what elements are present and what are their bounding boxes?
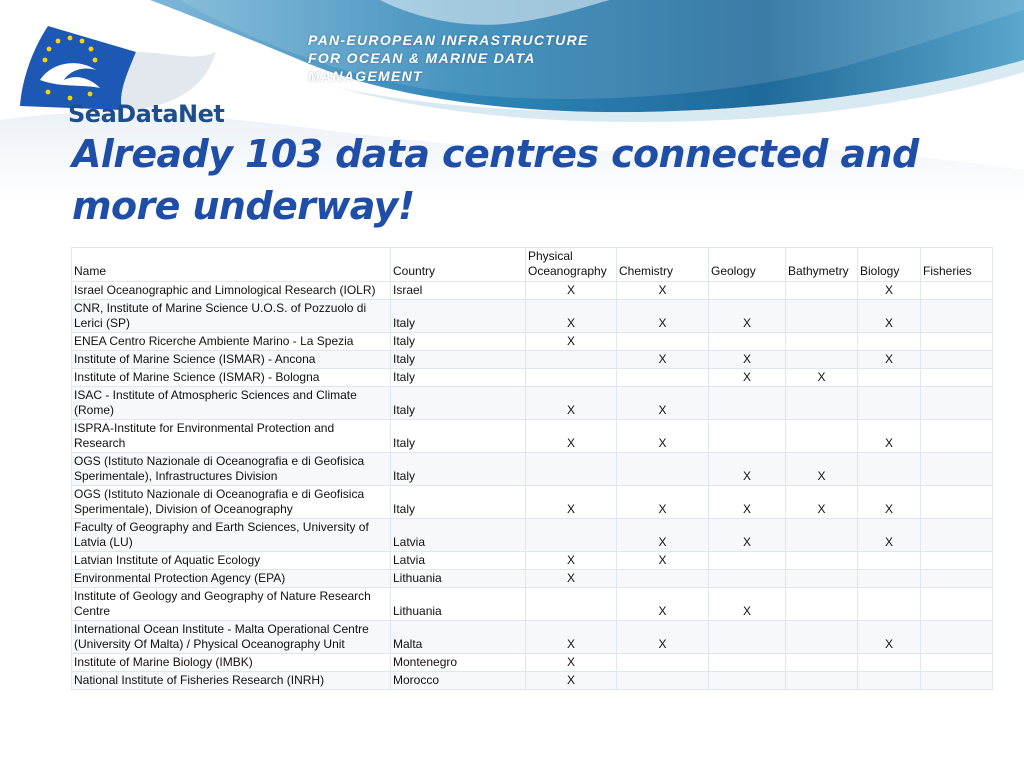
cell-country: Latvia [391, 519, 526, 552]
cell-discipline: X [617, 486, 709, 519]
cell-discipline: X [526, 621, 617, 654]
cell-discipline [921, 621, 993, 654]
cell-discipline [921, 300, 993, 333]
cell-country: Italy [391, 387, 526, 420]
cell-discipline: X [526, 552, 617, 570]
cell-discipline [709, 570, 786, 588]
cell-discipline: X [709, 300, 786, 333]
table-header-row [72, 248, 993, 282]
cell-discipline [526, 453, 617, 486]
cell-discipline [858, 552, 921, 570]
column-header: Name [72, 248, 391, 282]
table-row [72, 420, 993, 453]
cell-discipline [858, 672, 921, 690]
cell-discipline [921, 282, 993, 300]
cell-discipline [786, 654, 858, 672]
cell-discipline [709, 672, 786, 690]
cell-discipline [617, 333, 709, 351]
cell-discipline [786, 351, 858, 369]
cell-discipline: X [526, 570, 617, 588]
cell-discipline: X [526, 333, 617, 351]
table-row [72, 300, 993, 333]
tagline-line-1: PAN-EUROPEAN INFRASTRUCTURE [308, 32, 589, 48]
table-row [72, 570, 993, 588]
cell-discipline [921, 519, 993, 552]
cell-discipline [786, 282, 858, 300]
cell-discipline [921, 351, 993, 369]
cell-discipline: X [858, 351, 921, 369]
cell-discipline: X [858, 420, 921, 453]
cell-discipline [709, 654, 786, 672]
cell-discipline [921, 654, 993, 672]
tagline [308, 31, 589, 85]
cell-discipline: X [709, 486, 786, 519]
cell-discipline: X [709, 453, 786, 486]
cell-discipline: X [709, 369, 786, 387]
cell-discipline [858, 654, 921, 672]
cell-discipline [786, 387, 858, 420]
cell-discipline [786, 420, 858, 453]
table-row [72, 333, 993, 351]
cell-discipline [526, 519, 617, 552]
cell-country: Latvia [391, 552, 526, 570]
table-row [72, 369, 993, 387]
column-header: Geology [709, 248, 786, 282]
cell-discipline: X [526, 282, 617, 300]
cell-name: Latvian Institute of Aquatic Ecology [72, 552, 391, 570]
cell-country: Montenegro [391, 654, 526, 672]
cell-discipline: X [786, 453, 858, 486]
cell-name: Institute of Marine Science (ISMAR) - Ancona [72, 351, 391, 369]
slide-title: Already 103 data centres connected and more underway! [72, 132, 919, 228]
cell-country: Italy [391, 453, 526, 486]
cell-discipline: X [526, 672, 617, 690]
cell-country: Israel [391, 282, 526, 300]
cell-discipline: X [617, 387, 709, 420]
cell-discipline [921, 369, 993, 387]
table-row [72, 672, 993, 690]
cell-discipline [921, 570, 993, 588]
cell-discipline [786, 333, 858, 351]
cell-discipline: X [526, 654, 617, 672]
cell-discipline [858, 369, 921, 387]
cell-country: Italy [391, 351, 526, 369]
cell-discipline [526, 351, 617, 369]
table-row [72, 453, 993, 486]
cell-discipline: X [858, 282, 921, 300]
cell-country: Italy [391, 333, 526, 351]
cell-discipline [921, 333, 993, 351]
cell-country: Malta [391, 621, 526, 654]
cell-discipline [617, 453, 709, 486]
cell-country: Italy [391, 486, 526, 519]
cell-discipline [921, 420, 993, 453]
cell-discipline [709, 333, 786, 351]
brand-name: SeaDataNet [68, 100, 225, 128]
cell-discipline: X [617, 588, 709, 621]
cell-name: International Ocean Institute - Malta Operational Centre (University Of Malta) / Physical Oceanography Unit [72, 621, 391, 654]
cell-discipline [617, 570, 709, 588]
cell-discipline [858, 570, 921, 588]
table-row [72, 621, 993, 654]
cell-country: Morocco [391, 672, 526, 690]
cell-discipline [858, 387, 921, 420]
cell-discipline [617, 654, 709, 672]
cell-discipline: X [617, 282, 709, 300]
tagline-line-2: FOR OCEAN & MARINE DATA [308, 50, 536, 66]
cell-name: Institute of Marine Biology (IMBK) [72, 654, 391, 672]
table-row [72, 282, 993, 300]
table-row [72, 552, 993, 570]
column-header: Fisheries [921, 248, 993, 282]
cell-name: Environmental Protection Agency (EPA) [72, 570, 391, 588]
cell-name: ISPRA-Institute for Environmental Protection and Research [72, 420, 391, 453]
cell-discipline [617, 369, 709, 387]
table-row [72, 486, 993, 519]
cell-name: ENEA Centro Ricerche Ambiente Marino - La Spezia [72, 333, 391, 351]
cell-discipline [921, 486, 993, 519]
cell-discipline: X [709, 519, 786, 552]
cell-discipline [709, 282, 786, 300]
cell-discipline [786, 570, 858, 588]
cell-name: Institute of Marine Science (ISMAR) - Bologna [72, 369, 391, 387]
data-centres-table-container [71, 247, 992, 690]
column-header: Physical Oceanography [526, 248, 617, 282]
table-row [72, 387, 993, 420]
table-body [72, 282, 993, 690]
cell-name: OGS (Istituto Nazionale di Oceanografia e di Geofisica Sperimentale), Division of Oceanography [72, 486, 391, 519]
table-row [72, 351, 993, 369]
cell-discipline: X [858, 300, 921, 333]
cell-discipline: X [709, 588, 786, 621]
cell-name: OGS (Istituto Nazionale di Oceanografia e di Geofisica Sperimentale), Infrastructures Division [72, 453, 391, 486]
cell-name: CNR, Institute of Marine Science U.O.S. of Pozzuolo di Lerici (SP) [72, 300, 391, 333]
data-centres-table [71, 247, 993, 690]
table-row [72, 654, 993, 672]
cell-country: Lithuania [391, 570, 526, 588]
cell-discipline [921, 588, 993, 621]
table-row [72, 588, 993, 621]
cell-discipline [858, 333, 921, 351]
cell-discipline: X [526, 300, 617, 333]
cell-discipline: X [786, 486, 858, 519]
cell-discipline: X [858, 621, 921, 654]
cell-country: Italy [391, 300, 526, 333]
cell-discipline: X [617, 621, 709, 654]
column-header: Country [391, 248, 526, 282]
cell-discipline: X [858, 486, 921, 519]
cell-discipline: X [526, 387, 617, 420]
cell-name: ISAC - Institute of Atmospheric Sciences and Climate (Rome) [72, 387, 391, 420]
cell-discipline [921, 672, 993, 690]
table-row [72, 519, 993, 552]
cell-name: Israel Oceanographic and Limnological Research (IOLR) [72, 282, 391, 300]
cell-discipline [786, 300, 858, 333]
cell-discipline: X [617, 552, 709, 570]
cell-country: Italy [391, 369, 526, 387]
cell-discipline: X [617, 300, 709, 333]
cell-name: National Institute of Fisheries Research (INRH) [72, 672, 391, 690]
cell-discipline: X [526, 420, 617, 453]
cell-discipline: X [858, 519, 921, 552]
cell-discipline [617, 672, 709, 690]
cell-discipline: X [786, 369, 858, 387]
cell-discipline [921, 387, 993, 420]
cell-discipline [786, 672, 858, 690]
cell-discipline [786, 588, 858, 621]
cell-name: Faculty of Geography and Earth Sciences, University of Latvia (LU) [72, 519, 391, 552]
cell-discipline [709, 552, 786, 570]
cell-discipline [709, 387, 786, 420]
cell-discipline [526, 369, 617, 387]
cell-discipline [858, 588, 921, 621]
cell-discipline [921, 552, 993, 570]
eu-flag-wave-icon [18, 22, 228, 112]
tagline-line-3: MANAGEMENT [308, 68, 423, 84]
cell-country: Lithuania [391, 588, 526, 621]
column-header: Biology [858, 248, 921, 282]
cell-discipline: X [526, 486, 617, 519]
cell-country: Italy [391, 420, 526, 453]
cell-discipline: X [617, 519, 709, 552]
column-header: Chemistry [617, 248, 709, 282]
cell-discipline [786, 519, 858, 552]
cell-discipline: X [617, 420, 709, 453]
cell-discipline [526, 588, 617, 621]
cell-discipline [786, 552, 858, 570]
cell-discipline [786, 621, 858, 654]
cell-discipline [921, 453, 993, 486]
cell-discipline [709, 621, 786, 654]
column-header: Bathymetry [786, 248, 858, 282]
cell-name: Institute of Geology and Geography of Nature Research Centre [72, 588, 391, 621]
cell-discipline [858, 453, 921, 486]
cell-discipline: X [709, 351, 786, 369]
cell-discipline [709, 420, 786, 453]
cell-discipline: X [617, 351, 709, 369]
